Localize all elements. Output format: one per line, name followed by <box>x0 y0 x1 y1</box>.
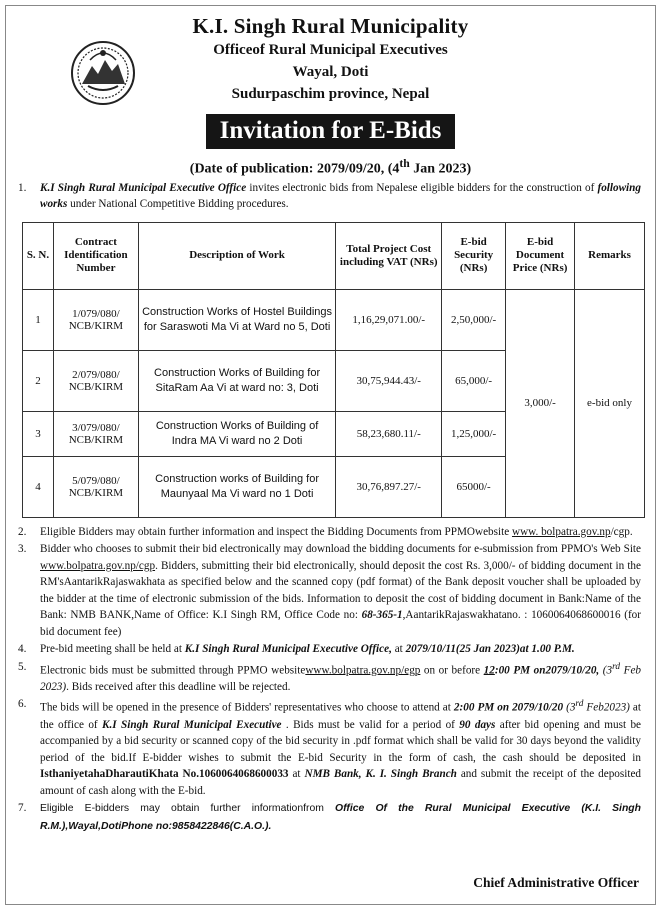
paragraph-2: 2. Eligible Bidders may obtain further information and inspect the Bidding Documents from PPMOwebsite www. bolpatra.gov.np/cgp. <box>18 525 633 538</box>
cell-contract-id: 2/079/080/ NCB/KIRM <box>53 350 138 411</box>
cell-contract-id: 5/079/080/ NCB/KIRM <box>53 456 138 517</box>
cell-description: Construction Works of Building of Indra MA Vi ward no 2 Doti <box>138 411 335 456</box>
cell-cost: 30,75,944.43/- <box>336 350 442 411</box>
notice-page <box>5 5 656 905</box>
cell-contract-id: 1/079/080/ NCB/KIRM <box>53 289 138 350</box>
cell-cost: 1,16,29,071.00/- <box>336 289 442 350</box>
paragraph-1: 1. K.I Singh Rural Municipal Executive Office invites electronic bids from Nepalese eligible bidders for the construction of following works under National Competitive Bidding procedures. <box>18 181 641 211</box>
paragraph-7: 7. Eligible E-bidders may obtain further informationfrom Office Of the Rural Municipal Executive (K.I. Singh R.M.),Wayal,DotiPhone no:9858422846(C.A.O.). <box>18 802 641 832</box>
cell-cost: 30,76,897.27/- <box>336 456 442 517</box>
cell-sn: 4 <box>23 456 54 517</box>
province-name: Sudurpaschim province, Nepal <box>231 86 430 102</box>
col-header-contract-id: Contract Identification Number <box>53 222 138 289</box>
terms-list <box>6 524 655 835</box>
table-header-row <box>23 222 645 289</box>
table-row <box>23 289 645 350</box>
cell-description: Construction works of Building for Maunyaal Ma Vi ward no 1 Doti <box>138 456 335 517</box>
cell-sn: 1 <box>23 289 54 350</box>
col-header-remarks: Remarks <box>575 222 645 289</box>
col-header-security: E-bid Security (NRs) <box>442 222 506 289</box>
nepal-emblem-icon <box>70 40 136 106</box>
col-header-cost: Total Project Cost including VAT (NRs) <box>336 222 442 289</box>
col-header-description: Description of Work <box>138 222 335 289</box>
cell-description: Construction Works of Building for SitaRam Aa Vi at ward no: 3, Doti <box>138 350 335 411</box>
col-header-sn: S. N. <box>23 222 54 289</box>
paragraph-3: 3. Bidder who chooses to submit their bid electronically may download the bidding documents for e-submission from PPMO's Web Site www.bolpatra.gov.np/cgp. Bidders, submitting their bid electronically, should deposit the cost Rs. 3,000/- of bidding document in the RM'sAantarikRajaswakhata as specified below and the scanned copy (pdf format) of the Bank deposit voucher shall be uploaded by the bidder at the time of electronic submission of the bids. Information to deposit the cost of bidding document in Bank:Name of the Bank: NMB BANK,Name of Office: K.I Singh RM, Office Code no: 68-365-1,AantarikRajaswakhatano. : 1060064068600016 (for bid document fee) <box>18 543 641 638</box>
cell-description: Construction Works of Hostel Buildings for Saraswoti Ma Vi at Ward no 5, Doti <box>138 289 335 350</box>
ppmo-link[interactable]: www. bolpatra.gov.np <box>511 525 611 538</box>
municipality-title: K.I. Singh Rural Municipality <box>192 14 469 38</box>
cell-security: 1,25,000/- <box>442 411 506 456</box>
cell-security: 65,000/- <box>442 350 506 411</box>
egp-link[interactable]: www.bolpatra.gov.np/egp <box>305 664 421 677</box>
paragraph-4: 4. Pre-bid meeting shall be held at K.I Singh Rural Municipal Executive Office, at 2079/10/11(25 Jan 2023)at 1.00 P.M. <box>18 643 575 656</box>
cell-cost: 58,23,680.11/- <box>336 411 442 456</box>
cell-security: 2,50,000/- <box>442 289 506 350</box>
cell-remarks: e-bid only <box>575 289 645 517</box>
cell-sn: 2 <box>23 350 54 411</box>
cell-contract-id: 3/079/080/ NCB/KIRM <box>53 411 138 456</box>
bids-table <box>22 222 645 518</box>
office-name: Officeof Rural Municipal Executives <box>213 42 448 58</box>
paragraph-5: 5. Electronic bids must be submitted through PPMO websitewww.bolpatra.gov.np/egp on or before 12:00 PM on2079/10/20, (3rd Feb 2023). Bids received after this deadline will be rejected. <box>18 660 642 693</box>
office-location: Wayal, Doti <box>292 64 369 80</box>
cell-sn: 3 <box>23 411 54 456</box>
cgp-link[interactable]: www.bolpatra.gov.np/cgp <box>40 559 156 572</box>
col-header-doc-price: E-bid Document Price (NRs) <box>506 222 575 289</box>
publication-date: (Date of publication: 2079/09/20, (4th Jan 2023) <box>189 157 472 177</box>
invitation-banner: Invitation for E-Bids <box>206 114 456 149</box>
cell-doc-price: 3,000/- <box>506 289 575 517</box>
cell-security: 65000/- <box>442 456 506 517</box>
signatory-title: Chief Administrative Officer <box>473 875 639 890</box>
paragraph-6: 6. The bids will be opened in the presence of Bidders' representatives who choose to attend at 2:00 PM on 2079/10/20 (3rd Feb2023) at the office of K.I Singh Rural Municipal Executive . Bids must be valid for a period of 90 days after bid opening and must be accompanied by a bid security or scanned copy of the bid security in .pdf format which shall be valid for 30 days beyond the validity period of the bid.If E-bidder wishes to submit the E-bid Security in the form of cash, the cash should be deposited in IsthaniyetahaDharautiKhata No.1060064068600033 at NMB Bank, K. I. Singh Branch and submit the receipt of the deposited amount of cash along with the E-bid. <box>18 698 642 797</box>
